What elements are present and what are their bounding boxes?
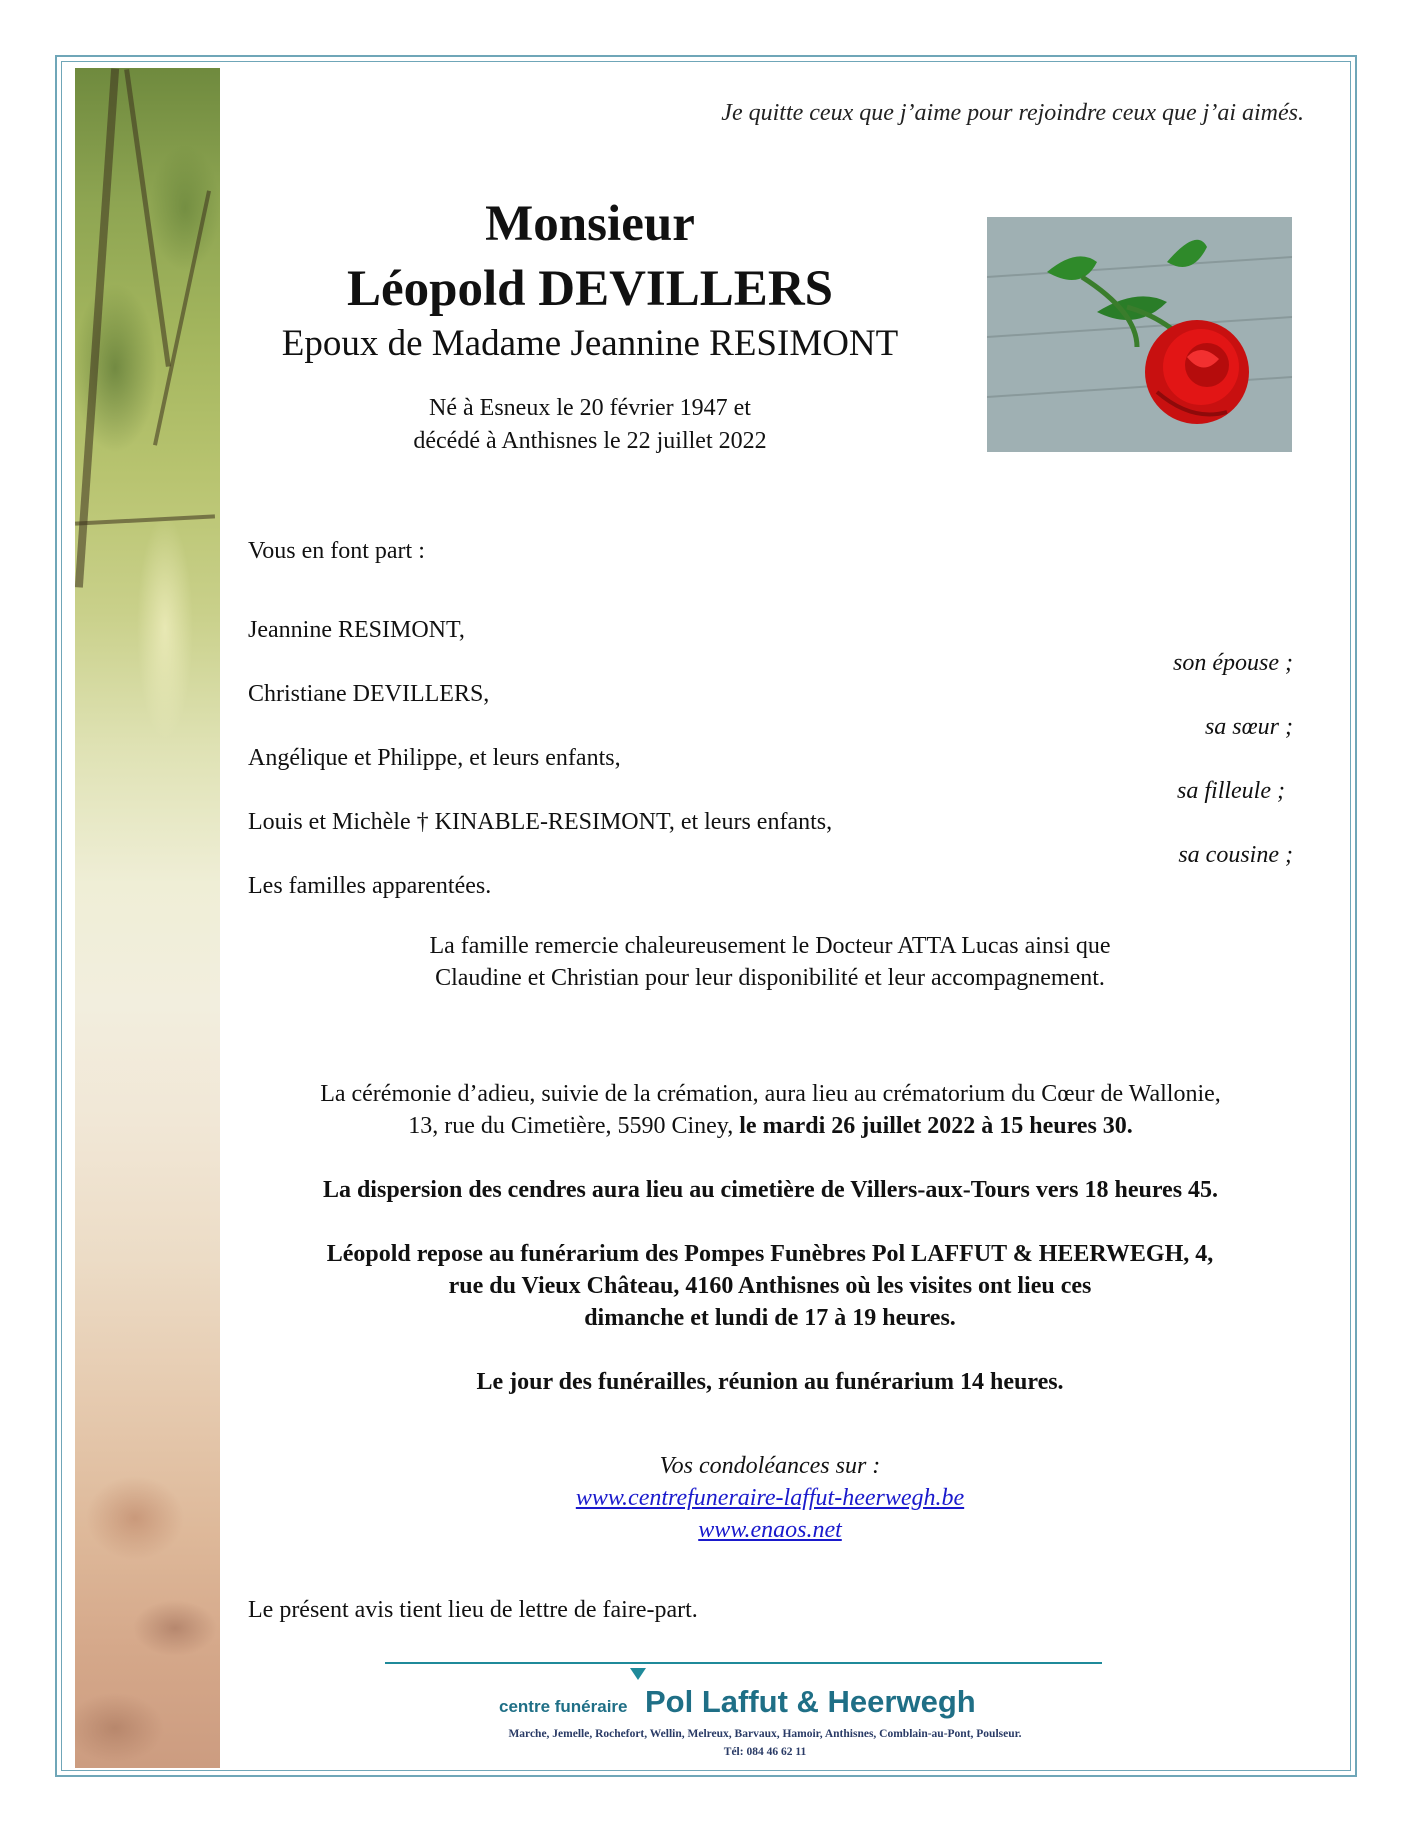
family-member-role: sa filleule ; — [1177, 778, 1285, 804]
footer-divider — [385, 1662, 1102, 1664]
footer-brand-small: centre funéraire — [499, 1697, 628, 1716]
thanks-line-1: La famille remercie chaleureusement le Docteur ATTA Lucas ainsi que — [429, 933, 1111, 959]
ceremony-address: 13, rue du Cimetière, 5590 Ciney, — [408, 1113, 734, 1139]
ceremony-date: le mardi 26 juillet 2022 à 15 heures 30. — [739, 1113, 1133, 1139]
family-member-name: Louis et Michèle † KINABLE-RESIMONT, et leurs enfants, — [248, 809, 833, 835]
death-line: décédé à Anthisnes le 22 juillet 2022 — [413, 428, 767, 454]
thanks-line-2: Claudine et Christian pour leur disponibilité et leur accompagnement. — [435, 965, 1105, 991]
announcers-intro: Vous en font part : — [248, 538, 425, 564]
family-member-role: sa cousine ; — [1178, 842, 1293, 868]
condolences-link-laffut[interactable]: www.centrefuneraire-laffut-heerwegh.be — [575, 1485, 965, 1511]
logo-triangle-icon — [630, 1668, 646, 1680]
family-member-role: sa sœur ; — [1204, 714, 1293, 740]
repose-line-3: dimanche et lundi de 17 à 19 heures. — [584, 1305, 956, 1331]
deceased-name: Léopold DEVILLERS — [346, 261, 834, 317]
epigraph-quote: Je quitte ceux que j’aime pour rejoindre ceux que j’ai aimés. — [721, 100, 1304, 126]
family-member-name: Christiane DEVILLERS, — [248, 681, 490, 707]
ceremony-line-2 — [248, 1113, 1293, 1140]
closing-note: Le présent avis tient lieu de lettre de faire-part. — [248, 1597, 698, 1623]
repose-line-1: Léopold repose au funérarium des Pompes Funèbres Pol LAFFUT & HEERWEGH, 4, — [326, 1241, 1214, 1267]
spouse-line: Epoux de Madame Jeannine RESIMONT — [281, 323, 899, 364]
red-rose-image — [987, 217, 1292, 452]
forest-path-image — [75, 68, 220, 1768]
repose-line-2: rue du Vieux Château, 4160 Anthisnes où les visites ont lieu ces — [448, 1273, 1092, 1299]
family-member-name: Angélique et Philippe, et leurs enfants, — [248, 745, 621, 771]
ash-dispersion: La dispersion des cendres aura lieu au cimetière de Villers-aux-Tours vers 18 heures 45. — [322, 1177, 1219, 1203]
footer-locations: Marche, Jemelle, Rochefort, Wellin, Melreux, Barvaux, Hamoir, Anthisnes, Comblain-au-Pont, Poulseur. — [508, 1728, 1022, 1740]
family-member-name: Jeannine RESIMONT, — [248, 617, 465, 643]
family-member-name: Les familles apparentées. — [248, 873, 492, 899]
footer-brand-logo: Pol Laffut & Heerwegh — [645, 1684, 976, 1719]
funeral-day-note: Le jour des funérailles, réunion au funérarium 14 heures. — [476, 1369, 1064, 1395]
ceremony-line-1: La cérémonie d’adieu, suivie de la crémation, aura lieu au crématorium du Cœur de Wallonie, — [320, 1081, 1221, 1107]
condolences-label: Vos condoléances sur : — [659, 1453, 881, 1479]
footer-phone: Tél: 084 46 62 11 — [723, 1746, 807, 1758]
condolences-link-enaos[interactable]: www.enaos.net — [698, 1517, 842, 1543]
family-member-role: son épouse ; — [1173, 650, 1293, 676]
salutation: Monsieur — [485, 196, 695, 252]
birth-line: Né à Esneux le 20 février 1947 et — [429, 395, 751, 421]
